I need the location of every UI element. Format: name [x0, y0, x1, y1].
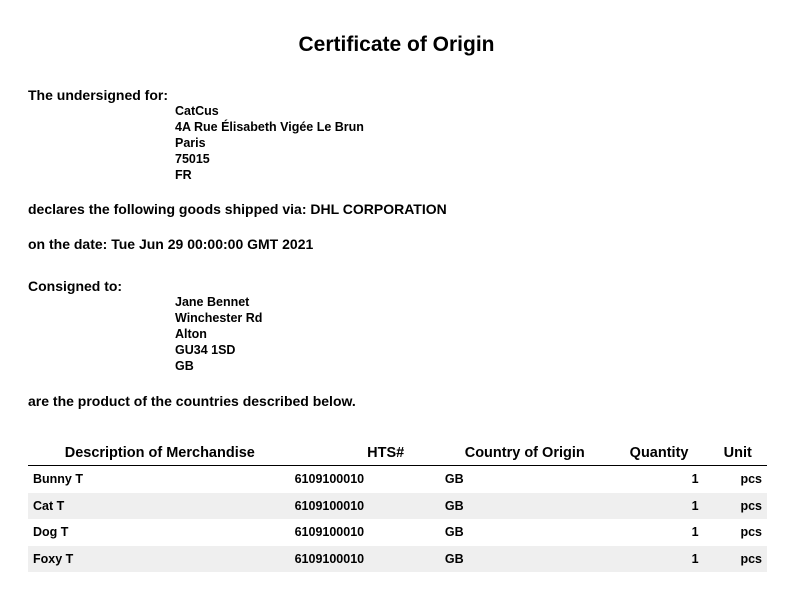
header-description: Description of Merchandise — [28, 440, 292, 466]
product-statement: are the product of the countries described below. — [28, 393, 356, 409]
row-description: Cat T — [28, 493, 292, 520]
table-row — [28, 493, 767, 520]
consignee-city: Alton — [175, 327, 207, 341]
row-unit: pcs — [740, 472, 762, 487]
row-quantity: 1 — [610, 546, 709, 573]
row-quantity: 1 — [691, 525, 699, 540]
consignee-name: Jane Bennet — [175, 295, 250, 309]
shipper-label: The undersigned for: — [28, 87, 168, 103]
row-country: GB — [440, 493, 610, 520]
row-hts: 6109100010 — [292, 546, 440, 573]
consignee-label: Consigned to: — [28, 278, 123, 294]
consignee-address — [175, 294, 262, 374]
row-unit: pcs — [709, 546, 767, 573]
row-description: Bunny T — [33, 472, 83, 487]
row-country: GB — [440, 546, 610, 573]
consignee-street: Winchester Rd — [175, 311, 263, 325]
table-row — [28, 519, 767, 546]
header-country: Country of Origin — [440, 440, 610, 466]
row-hts: 6109100010 — [294, 472, 365, 487]
ship-date-statement: on the date: Tue Jun 29 00:00:00 GMT 2021 — [28, 236, 314, 252]
goods-table — [28, 440, 767, 572]
shipped-via-statement: declares the following goods shipped via: DHL CORPORATION — [28, 201, 447, 217]
row-country: GB — [444, 472, 464, 487]
header-unit: Unit — [709, 440, 767, 466]
table-header-row — [28, 440, 767, 466]
row-unit: pcs — [709, 493, 767, 520]
row-description: Foxy T — [28, 546, 292, 573]
shipper-street: 4A Rue Élisabeth Vigée Le Brun — [175, 120, 364, 134]
table-row — [28, 466, 767, 493]
shipper-address — [175, 103, 364, 183]
consignee-country: GB — [175, 359, 194, 373]
row-unit: pcs — [740, 525, 762, 540]
row-hts: 6109100010 — [294, 525, 365, 540]
header-quantity: Quantity — [610, 440, 709, 466]
header-hts: HTS# — [292, 440, 440, 466]
row-quantity: 1 — [610, 493, 709, 520]
shipper-country: FR — [175, 168, 192, 182]
shipper-city: Paris — [175, 136, 206, 150]
row-quantity: 1 — [691, 472, 699, 487]
row-hts: 6109100010 — [292, 493, 440, 520]
row-description: Dog T — [33, 525, 69, 540]
page-title: Certificate of Origin — [298, 33, 495, 56]
shipper-name: CatCus — [175, 104, 219, 118]
row-country: GB — [444, 525, 464, 540]
table-row — [28, 546, 767, 573]
consignee-postcode: GU34 1SD — [175, 343, 236, 357]
shipper-postcode: 75015 — [175, 152, 210, 166]
